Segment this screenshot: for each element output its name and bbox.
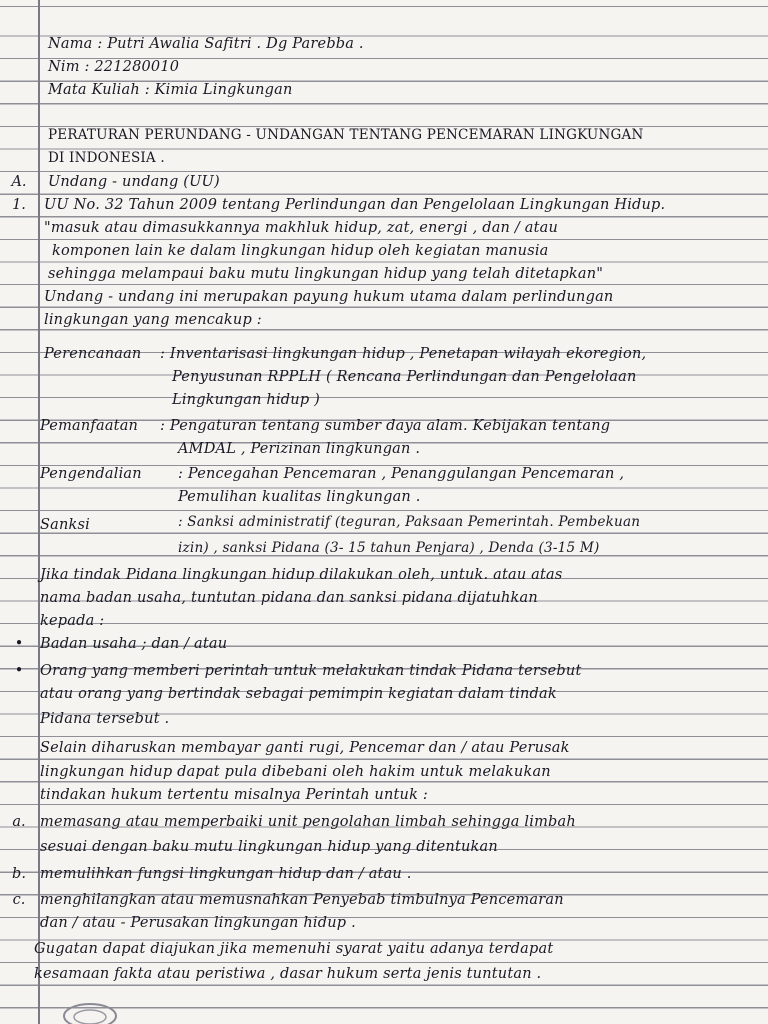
scope-text: : Sanksi administratif (teguran, Paksaan Pemerintah. Pembekuan: [178, 514, 641, 530]
pidana-line: nama badan usaha, tuntutan pidana dan sanksi pidana dijatuhkan: [40, 590, 538, 606]
ganti-rugi-line: Selain diharuskan membayar ganti rugi, Pencemar dan / atau Perusak: [40, 740, 570, 756]
item-1-line: lingkungan yang mencakup :: [44, 312, 262, 328]
tindakan-a-marker: a.: [12, 814, 26, 830]
scope-text: Lingkungan hidup ): [172, 392, 320, 408]
scope-text: Penyusunan RPPLH ( Rencana Perlindungan dan Pengelolaan: [172, 369, 637, 385]
bullet-item: Badan usaha ; dan / atau: [40, 636, 228, 652]
tindakan-a-line: sesuai dengan baku mutu lingkungan hidup yang ditentukan: [40, 839, 498, 855]
scope-text: izin) , sanksi Pidana (3- 15 tahun Penjara) , Denda (3-15 M): [178, 540, 600, 556]
tindakan-b-marker: b.: [12, 866, 26, 882]
item-1-line: komponen lain ke dalam lingkungan hidup oleh kegiatan manusia: [52, 243, 549, 259]
tindakan-c-line: menghilangkan atau memusnahkan Penyebab timbulnya Pencemaran: [40, 892, 564, 908]
section-a-heading: Undang - undang (UU): [48, 174, 220, 190]
ganti-rugi-line: tindakan hukum tertentu misalnya Perintah untuk :: [40, 787, 428, 803]
scope-text: AMDAL , Perizinan lingkungan .: [178, 441, 421, 457]
tindakan-c-marker: c.: [12, 892, 26, 908]
item-1-line: sehingga melampaui baku mutu lingkungan hidup yang telah ditetapkan": [48, 266, 604, 282]
pidana-line: Jika tindak Pidana lingkungan hidup dilakukan oleh, untuk. atau atas: [40, 567, 563, 583]
scope-text: : Pencegahan Pencemaran , Penanggulangan Pencemaran ,: [178, 466, 625, 482]
binder-ring-icon: [60, 990, 120, 1024]
gugatan-line: kesamaan fakta atau peristiwa , dasar hukum serta jenis tuntutan .: [34, 966, 542, 982]
item-1-line: UU No. 32 Tahun 2009 tentang Perlindungan dan Pengelolaan Lingkungan Hidup.: [44, 197, 666, 213]
tindakan-b-line: memulihkan fungsi lingkungan hidup dan / atau .: [40, 866, 412, 882]
bullet-item: Pidana tersebut .: [40, 711, 170, 727]
gugatan-line: Gugatan dapat diajukan jika memenuhi syarat yaitu adanya terdapat: [34, 941, 554, 957]
scope-text: Pemulihan kualitas lingkungan .: [178, 489, 421, 505]
ganti-rugi-line: lingkungan hidup dapat pula dibebani oleh hakim untuk melakukan: [40, 764, 551, 780]
bullet-marker: •: [14, 663, 24, 679]
scope-label-pengendalian: Pengendalian: [40, 466, 142, 482]
item-1-marker: 1.: [12, 197, 26, 213]
scope-text: : Pengaturan tentang sumber daya alam. Kebijakan tentang: [160, 418, 611, 434]
item-1-line: Undang - undang ini merupakan payung hukum utama dalam perlindungan: [44, 289, 614, 305]
tindakan-c-line: dan / atau - Perusakan lingkungan hidup .: [40, 915, 356, 931]
tindakan-a-line: memasang atau memperbaiki unit pengolahan limbah sehingga limbah: [40, 814, 576, 830]
course-name: Mata Kuliah : Kimia Lingkungan: [48, 82, 293, 98]
student-name: Nama : Putri Awalia Safitri . Dg Parebba .: [48, 36, 364, 52]
scope-label-perencanaan: Perencanaan: [44, 346, 142, 362]
pidana-line: kepada :: [40, 613, 105, 629]
scope-text: : Inventarisasi lingkungan hidup , Penetapan wilayah ekoregion,: [160, 346, 647, 362]
document-title-line-1: PERATURAN PERUNDANG - UNDANGAN TENTANG PENCEMARAN LINGKUNGAN: [48, 127, 644, 143]
bullet-item: atau orang yang bertindak sebagai pemimpin kegiatan dalam tindak: [40, 686, 557, 702]
bullet-marker: •: [14, 636, 24, 652]
document-title-line-2: DI INDONESIA .: [48, 150, 165, 166]
scope-label-pemanfaatan: Pemanfaatan: [40, 418, 139, 434]
section-a-marker: A.: [11, 174, 27, 190]
bullet-item: Orang yang memberi perintah untuk melakukan tindak Pidana tersebut: [40, 663, 582, 679]
item-1-line: "masuk atau dimasukkannya makhluk hidup, zat, energi , dan / atau: [44, 220, 559, 236]
student-nim: Nim : 221280010: [48, 59, 180, 75]
scope-label-sanksi: Sanksi: [40, 517, 90, 533]
